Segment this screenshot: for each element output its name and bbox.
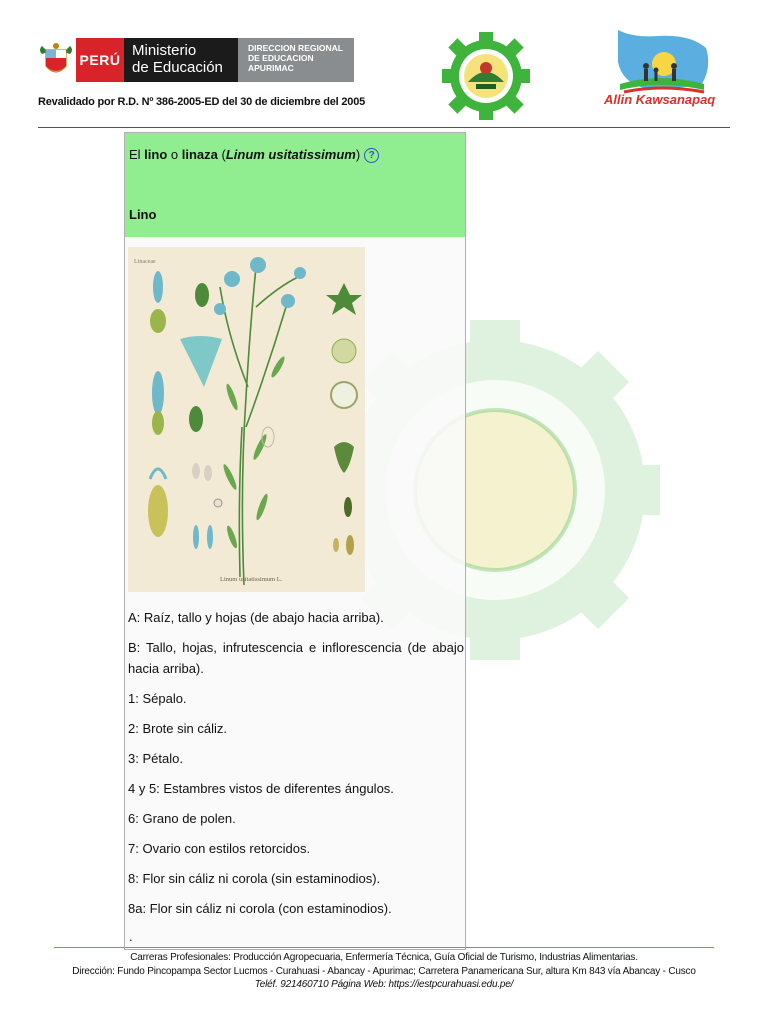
legend-item: 7: Ovario con estilos retorcidos. xyxy=(128,841,311,856)
legend-item: A: Raíz, tallo y hojas (de abajo hacia arriba). xyxy=(128,610,384,625)
regional-direction xyxy=(238,38,354,82)
scientific-name: Linum usitatissimum xyxy=(225,147,356,162)
infobox-heading: Lino xyxy=(129,207,157,222)
legend-item: 8a: Flor sin cáliz ni corola (con estaminodios). xyxy=(128,901,392,916)
ministry-name xyxy=(124,38,238,82)
header-divider xyxy=(38,127,730,128)
footer-contact: Teléf. 921460710 Página Web: https://iestpcurahuasi.edu.pe/ xyxy=(254,979,514,990)
legend-item: B: Tallo, hojas, infrutescencia e inflorescencia (de abajo hacia arriba). xyxy=(128,640,464,676)
footer-divider xyxy=(54,947,714,948)
legend-item: 2: Brote sin cáliz. xyxy=(128,721,227,736)
page-footer xyxy=(0,951,768,992)
intro-sentence xyxy=(129,147,379,163)
allin-kawsanapaq-title: Allin Kawsanapaq xyxy=(604,92,716,107)
intro-prefix: El xyxy=(129,147,145,162)
trailing-dot: . xyxy=(129,929,133,944)
botanical-plate-image xyxy=(128,247,365,592)
intro-linaza: linaza xyxy=(181,147,218,162)
legend-item: 4 y 5: Estambres vistos de diferentes ángulos. xyxy=(128,781,394,796)
revalidation-note: Revalidado por R.D. Nº 386-2005-ED del 30 de diciembre del 2005 xyxy=(38,96,366,108)
intro-or: o xyxy=(167,147,182,162)
plate-legend xyxy=(128,607,464,928)
legend-item: 3: Pétalo. xyxy=(128,751,183,766)
intro-open: ( xyxy=(217,147,226,162)
peru-label: PERÚ xyxy=(76,38,124,82)
ministry-line-2: de Educación xyxy=(132,59,223,76)
infobox-header xyxy=(125,133,465,237)
legend-item: 1: Sépalo. xyxy=(128,691,187,706)
intro-lino: lino xyxy=(144,147,168,162)
help-circle-icon[interactable]: ? xyxy=(364,148,379,163)
regional-line-3: APURIMAC xyxy=(248,63,294,73)
ministry-line-1: Ministerio xyxy=(132,42,197,59)
regional-line-2: DE EDUCACION xyxy=(248,53,314,63)
legend-item: 8: Flor sin cáliz ni corola (sin estaminodios). xyxy=(128,871,381,886)
legend-item: 6: Grano de polen. xyxy=(128,811,236,826)
peru-coat-of-arms-icon xyxy=(38,40,74,80)
footer-address: Dirección: Fundo Pincopampa Sector Lucmos - Curahuasi - Abancay - Apurimac; Carretera Panamericana Sur, altura Km 843 vía Abancay - Cusco xyxy=(72,965,696,977)
plant-infobox xyxy=(124,132,466,950)
plate-title: Linaceae xyxy=(134,259,156,265)
plate-caption: Linum usitatissimum L. xyxy=(220,576,283,583)
footer-careers: Carreras Profesionales: Producción Agropecuaria, Enfermería Técnica, Guía Oficial de Turismo, Industrias Alimentarias. xyxy=(130,952,638,963)
institute-gear-logo-icon xyxy=(442,32,530,120)
intro-close: ) xyxy=(355,147,361,162)
regional-line-1: DIRECCION REGIONAL xyxy=(248,43,343,53)
